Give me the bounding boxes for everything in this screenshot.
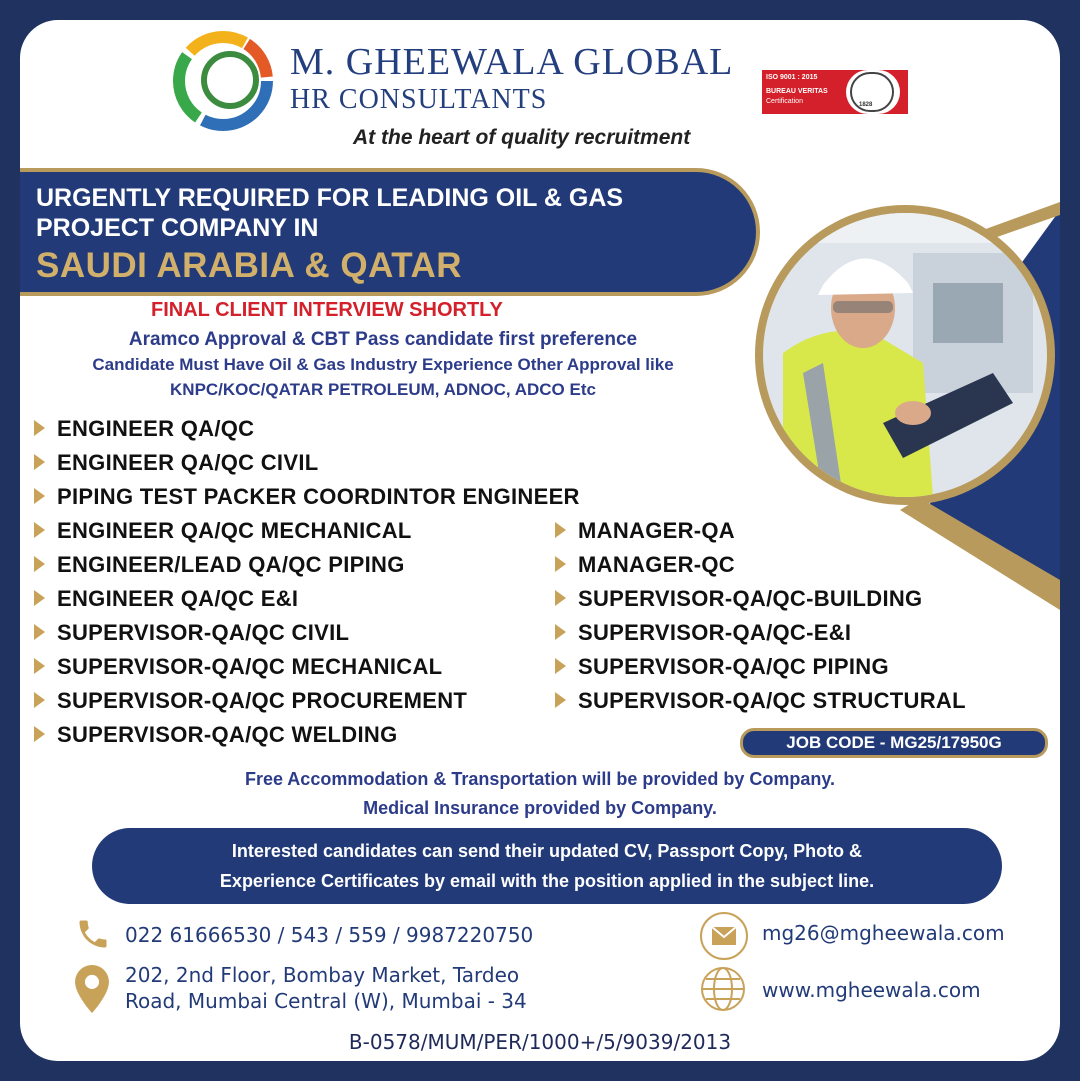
poster [20, 20, 1060, 1061]
list-item: SUPERVISOR-QA/QC WELDING [34, 722, 580, 756]
arrow-bullet-icon [34, 726, 45, 742]
headline-banner [20, 168, 760, 296]
cert-body: BUREAU VERITAS [766, 88, 828, 95]
phone-numbers: 022 61666530 / 543 / 559 / 9987220750 [125, 923, 534, 947]
arrow-bullet-icon [555, 692, 566, 708]
certification-badge [762, 70, 908, 114]
list-item: ENGINEER QA/QC MECHANICAL [34, 518, 580, 552]
benefit-line-2: Medical Insurance provided by Company. [363, 798, 717, 818]
list-item: SUPERVISOR-QA/QC-E&I [555, 620, 966, 654]
list-item: SUPERVISOR-QA/QC PROCUREMENT [34, 688, 580, 722]
positions-right-list [555, 518, 966, 722]
banner-countries: SAUDI ARABIA & QATAR [36, 246, 463, 285]
license-number: B-0578/MUM/PER/1000+/5/9039/2013 [348, 1030, 732, 1054]
address-line-2: Road, Mumbai Central (W), Mumbai - 34 [125, 989, 527, 1013]
apply-line-2: Experience Certificates by email with the position applied in the subject line. [219, 871, 875, 891]
location-pin-icon [75, 965, 109, 1013]
arrow-bullet-icon [555, 658, 566, 674]
interview-line-3: KNPC/KOC/QATAR PETROLEUM, ADNOC, ADCO Etc [170, 380, 596, 399]
positions-left-list [34, 416, 580, 756]
apply-line-1: Interested candidates can send their updated CV, Passport Copy, Photo & [231, 841, 863, 861]
phone-icon [75, 916, 111, 952]
arrow-bullet-icon [34, 420, 45, 436]
envelope-icon [700, 912, 748, 960]
engineer-photo [763, 213, 1047, 497]
cert-standard: ISO 9001 : 2015 [766, 74, 818, 81]
list-item: SUPERVISOR-QA/QC MECHANICAL [34, 654, 580, 688]
list-item: ENGINEER QA/QC CIVIL [34, 450, 580, 484]
website-link[interactable]: www.mgheewala.com [762, 978, 981, 1002]
arrow-bullet-icon [34, 692, 45, 708]
arrow-bullet-icon [555, 556, 566, 572]
arrow-bullet-icon [34, 590, 45, 606]
arrow-bullet-icon [34, 454, 45, 470]
company-name: M. GHEEWALA GLOBAL [290, 41, 734, 83]
job-code-badge: JOB CODE - MG25/17950G [740, 728, 1048, 758]
list-item: SUPERVISOR-QA/QC STRUCTURAL [555, 688, 966, 722]
photo-frame [755, 205, 1055, 505]
company-subtitle: HR CONSULTANTS [290, 84, 548, 115]
list-item: ENGINEER QA/QC E&I [34, 586, 580, 620]
bureau-veritas-seal-icon [846, 70, 900, 114]
list-item: SUPERVISOR-QA/QC-BUILDING [555, 586, 966, 620]
list-item: ENGINEER QA/QC [34, 416, 580, 450]
arrow-bullet-icon [34, 556, 45, 572]
list-item: ENGINEER/LEAD QA/QC PIPING [34, 552, 580, 586]
interview-headline: FINAL CLIENT INTERVIEW SHORTLY [151, 299, 503, 321]
list-item: SUPERVISOR-QA/QC PIPING [555, 654, 966, 688]
globe-icon [700, 966, 746, 1012]
banner-line-2: PROJECT COMPANY IN [36, 214, 319, 242]
benefit-line-1: Free Accommodation & Transportation will be provided by Company. [244, 769, 836, 789]
list-item: SUPERVISOR-QA/QC CIVIL [34, 620, 580, 654]
company-tagline: At the heart of quality recruitment [353, 126, 691, 149]
list-item: MANAGER-QA [555, 518, 966, 552]
arrow-bullet-icon [34, 658, 45, 674]
apply-instructions [92, 828, 1002, 904]
banner-line-1: URGENTLY REQUIRED FOR LEADING OIL & GAS [36, 184, 624, 212]
interview-line-1: Aramco Approval & CBT Pass candidate first preference [128, 329, 638, 350]
arrow-bullet-icon [34, 488, 45, 504]
list-item: PIPING TEST PACKER COORDINTOR ENGINEER [34, 484, 580, 518]
cert-label: Certification [766, 98, 803, 105]
arrow-bullet-icon [555, 590, 566, 606]
address-line-1: 202, 2nd Floor, Bombay Market, Tardeo [125, 963, 520, 987]
arrow-bullet-icon [34, 624, 45, 640]
email-link[interactable]: mg26@mgheewala.com [762, 921, 1005, 945]
interview-line-2: Candidate Must Have Oil & Gas Industry Experience Other Approval like [92, 355, 674, 374]
arrow-bullet-icon [555, 624, 566, 640]
arrow-bullet-icon [555, 522, 566, 538]
seal-year: 1828 [859, 102, 873, 108]
company-logo [170, 28, 276, 134]
list-item: MANAGER-QC [555, 552, 966, 586]
arrow-bullet-icon [34, 522, 45, 538]
